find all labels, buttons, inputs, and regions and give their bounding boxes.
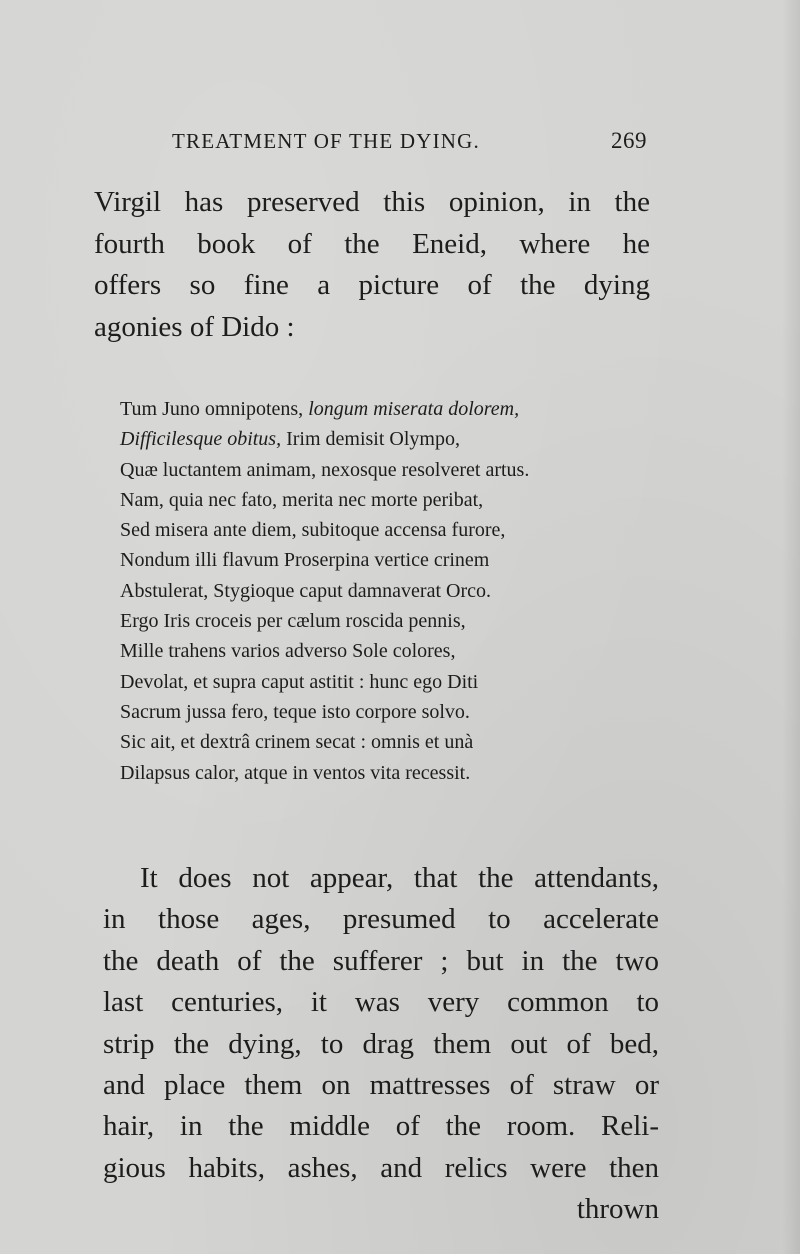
page-number: 269 bbox=[611, 128, 647, 153]
text-line: the death of the sufferer ; but in the two bbox=[103, 944, 659, 977]
text-line: Virgil has preserved this opinion, in the bbox=[94, 186, 650, 218]
verse-line: Abstulerat, Stygioque caput damnaverat Orco. bbox=[120, 579, 491, 602]
text-line: hair, in the middle of the room. Reli- bbox=[103, 1110, 659, 1143]
verse-line: Mille trahens varios adverso Sole colores, bbox=[120, 640, 456, 663]
text-line: agonies of Dido : bbox=[94, 310, 295, 343]
catchword: thrown bbox=[576, 1193, 659, 1226]
verse-line: Nondum illi flavum Proserpina vertice crinem bbox=[120, 549, 490, 572]
text-line: It does not appear, that the attendants, bbox=[140, 862, 659, 894]
text-line: and place them on mattresses of straw or bbox=[103, 1068, 659, 1101]
verse-line: Quæ luctantem animam, nexosque resolveret artus. bbox=[120, 458, 530, 481]
text-line: gious habits, ashes, and relics were then bbox=[103, 1151, 659, 1184]
page-edge-shadow bbox=[782, 0, 800, 1254]
verse-line: Difficilesque obitus, Irim demisit Olympo, bbox=[120, 428, 460, 451]
text-line: strip the dying, to drag them out of bed, bbox=[103, 1027, 659, 1060]
running-header bbox=[172, 128, 647, 154]
verse-line: Tum Juno omnipotens, longum miserata dolorem, bbox=[120, 398, 520, 420]
verse-line: Dilapsus calor, atque in ventos vita recessit. bbox=[120, 761, 471, 784]
intro-paragraph bbox=[94, 182, 650, 348]
text-line: last centuries, it was very common to bbox=[103, 986, 659, 1019]
verse-line: Nam, quia nec fato, merita nec morte peribat, bbox=[120, 488, 484, 511]
body-paragraph bbox=[103, 858, 659, 1231]
latin-verse-quotation bbox=[120, 394, 660, 788]
verse-line: Sacrum jussa fero, teque isto corpore solvo. bbox=[120, 700, 470, 723]
text-line: in those ages, presumed to accelerate bbox=[103, 903, 659, 936]
verse-line: Sed misera ante diem, subitoque accensa furore, bbox=[120, 519, 506, 542]
text-line: fourth book of the Eneid, where he bbox=[94, 227, 650, 260]
running-title: TREATMENT OF THE DYING. bbox=[172, 129, 480, 153]
verse-line: Ergo Iris croceis per cælum roscida pennis, bbox=[120, 610, 466, 633]
text-line: offers so fine a picture of the dying bbox=[94, 269, 650, 301]
verse-line: Devolat, et supra caput astitit : hunc ego Diti bbox=[120, 670, 479, 693]
verse-line: Sic ait, et dextrâ crinem secat : omnis et unà bbox=[120, 731, 474, 754]
